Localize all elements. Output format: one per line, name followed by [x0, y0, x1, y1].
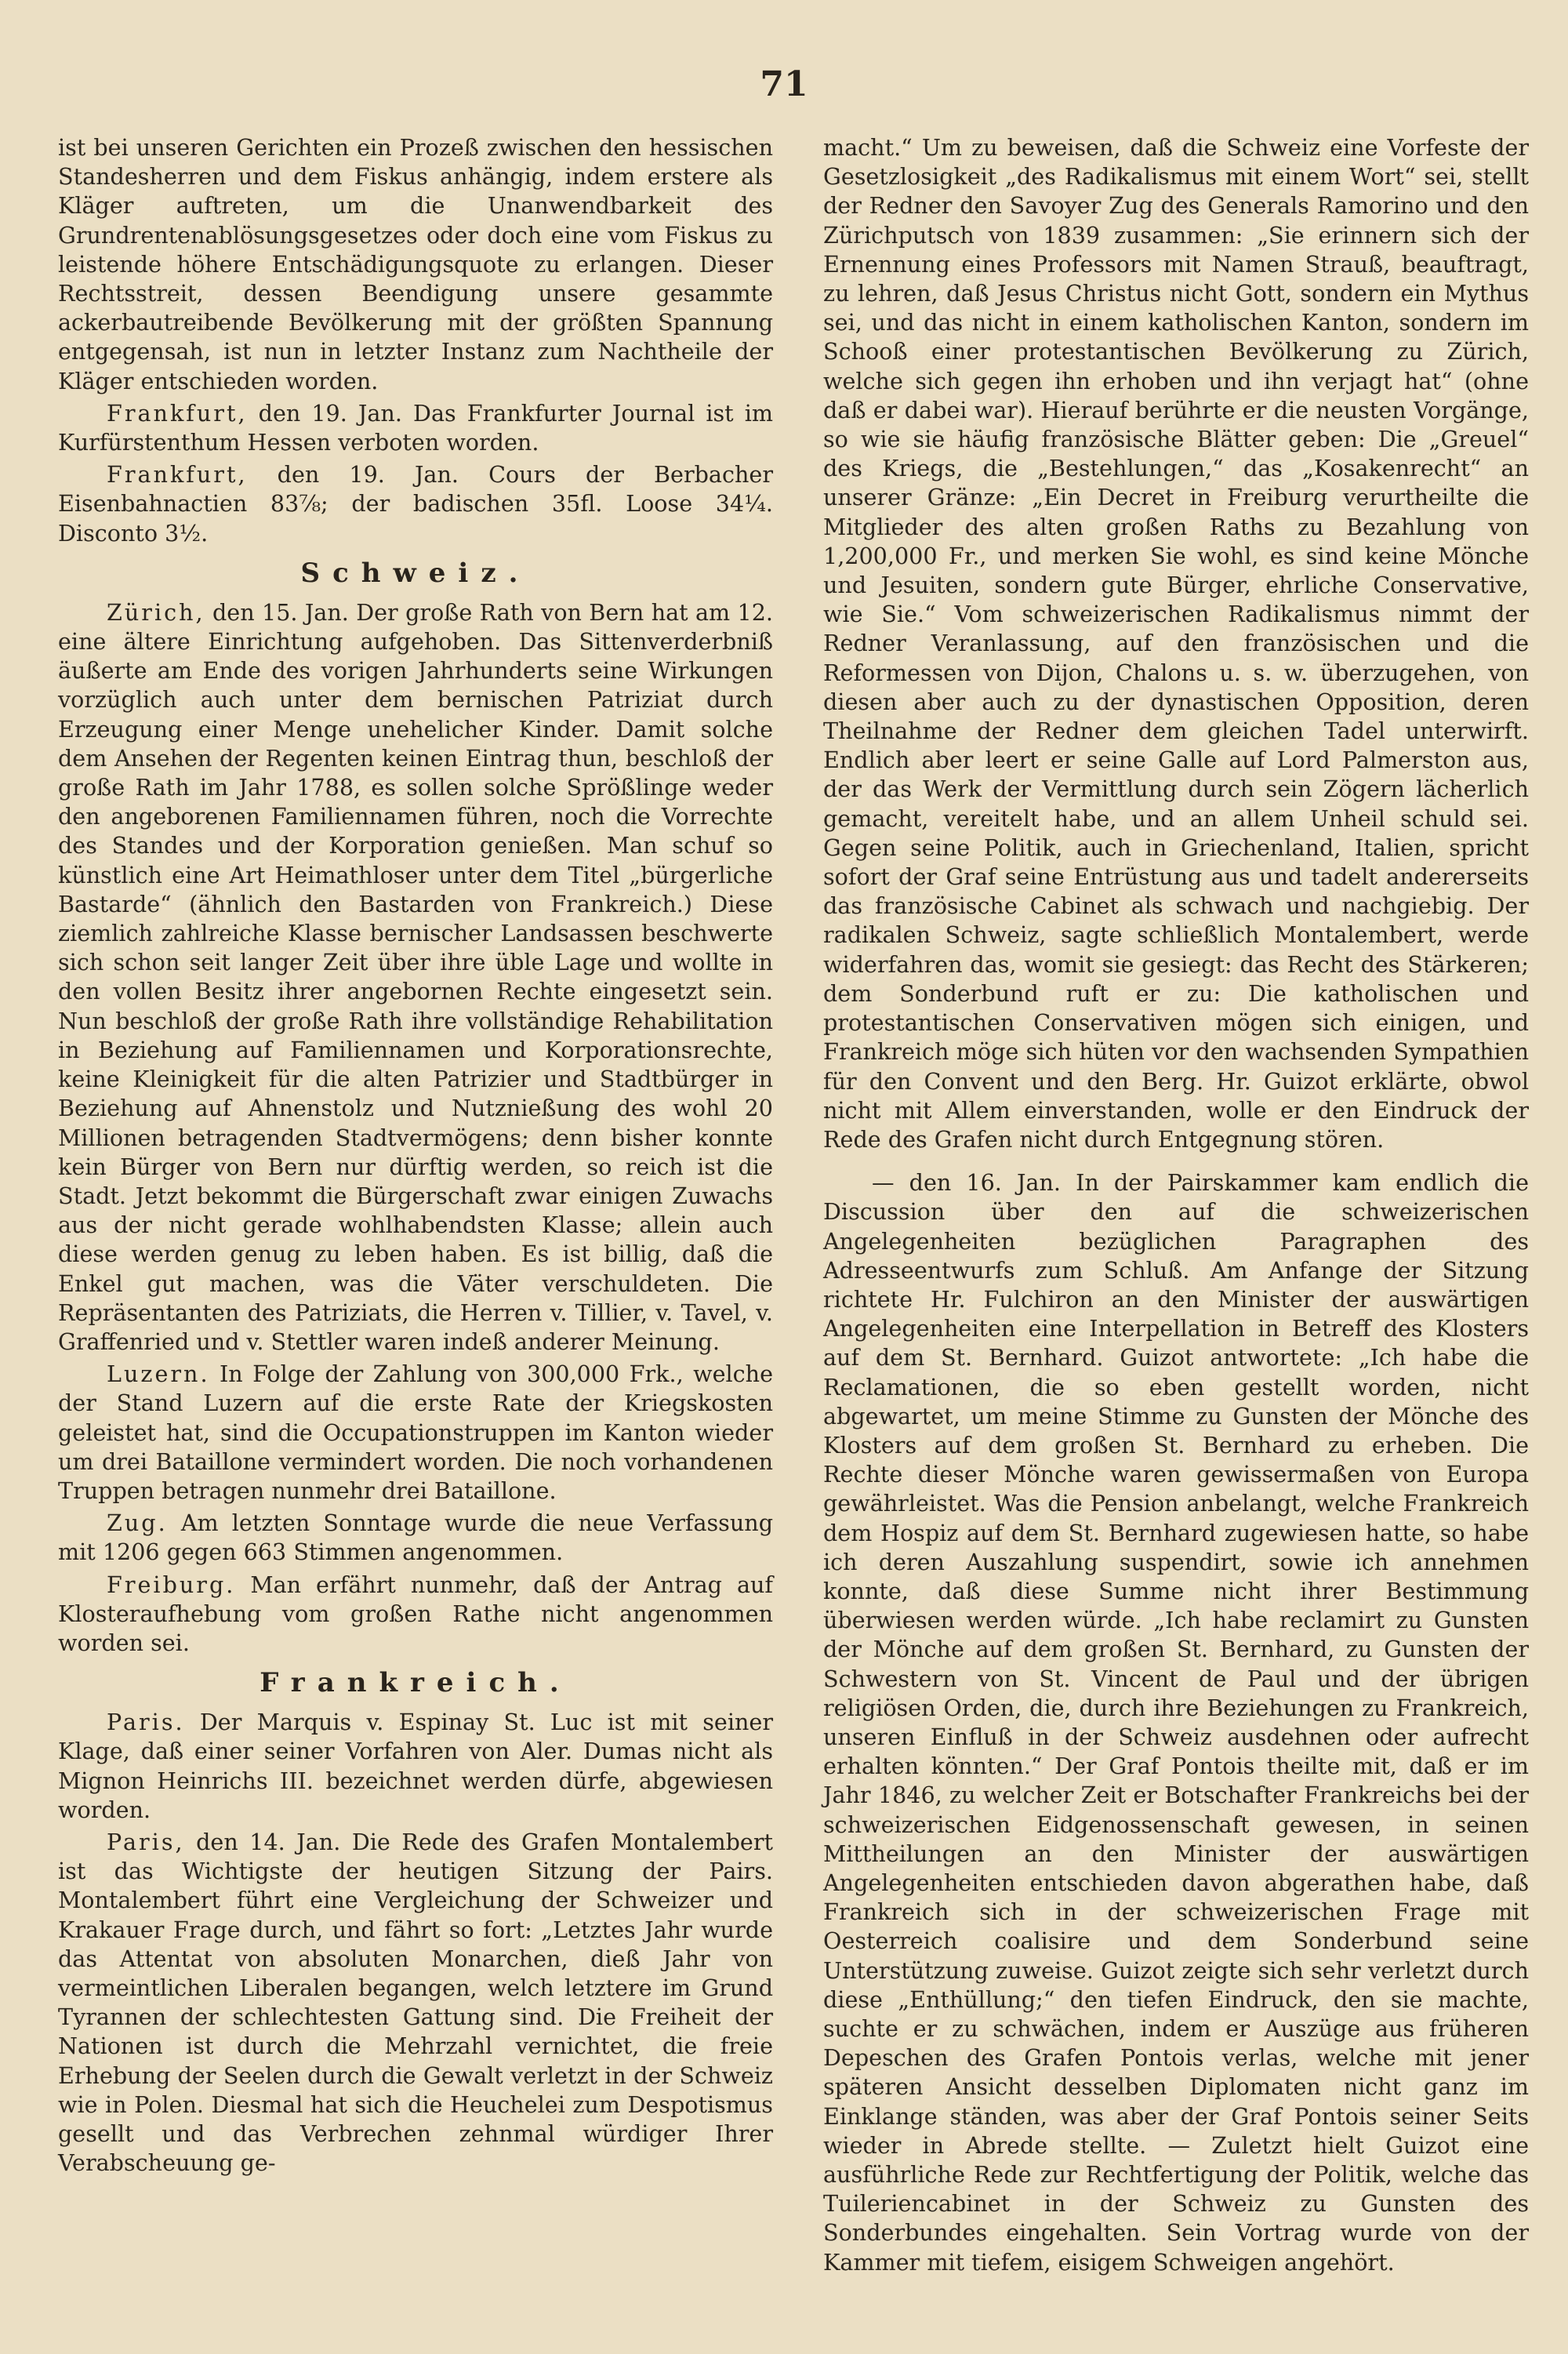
article-text: den 19. Jan. Cours der Berbacher Eisenbahnactien 83⅞; der badischen 35fl. Loose 34¼. Disconto 3½. [58, 461, 774, 547]
page-number: 71 [760, 64, 808, 104]
dateline: Zug. [107, 1509, 168, 1537]
dateline: Zürich, [107, 598, 205, 626]
section-heading-schweiz: Schweiz. [300, 557, 531, 589]
dateline: Paris, [107, 1828, 185, 1855]
left-column [58, 133, 773, 2181]
article-text: den 15. Jan. Der große Rath von Bern hat am 12. eine ältere Einrichtung aufgehoben. Das Sittenverderbniß äußerte am Ende des vorigen Jahrhunderts seine Wirkungen vorzüglich auch unter dem bernischen Patriziat durch Erzeugung einer Menge unehelicher Kinder. Damit solche dem Ansehen der Regenten keinen Eintrag thun, beschloß der große Rath im Jahr 1788, es sollen solche Sprößlinge weder den angeborenen Familiennamen führen, noch die Vorrechte des Standes und der Korporation genießen. Man schuf so künstlich eine Art Heimathloser unter dem Titel „bürgerliche Bastarde“ (ähnlich den Bastarden von Frankreich.) Diese ziemlich zahlreiche Klasse bernischer Landsassen beschwerte sich schon seit langer Zeit über ihre üble Lage und wollte in den vollen Besitz ihrer angebornen Rechte eingesetzt sein. Nun beschloß der große Rath ihre vollständige Rehabilitation in Beziehung auf Familiennamen und Korporationsrechte, keine Kleinigkeit für die alten Patrizier und Stadtbürger in Beziehung auf Ahnenstolz und Nutznießung des wohl 20 Millionen betragenden Stadtvermögens; denn bisher konnte kein Bürger von Bern nur dürftig werden, so reich ist die Stadt. Jetzt bekommt die Bürgerschaft zwar einigen Zuwachs aus der nicht gerade wohlhabendsten Klasse; allein auch diese werden genug zu leben haben. Es ist billig, daß die Enkel gut machen, was die Väter verschuldeten. Die Repräsentanten des Patriziats, die Herren v. Tillier, v. Tavel, v. Graffenried und v. Stettler waren indeß anderer Meinung. [58, 598, 774, 1355]
dateline: Frankfurt, [107, 399, 248, 427]
article-paris-16-jan: — den 16. Jan. In der Pairskammer kam endlich die Discussion über den auf die schweizerischen Angelegenheiten bezüglichen Paragraphen des Adresseentwurfs zum Schluß. Am Anfange der Sitzung richtete Hr. Fulchiron an den Minister der auswärtigen Angelegenheiten eine Interpellation in Betreff des Klosters auf dem St. Bernhard. Guizot antwortete: „Ich habe die Reclamationen, die so eben gestellt worden, nicht abgewartet, um meine Stimme zu Gunsten der Mönche des Klosters auf dem großen St. Bernhard zu erheben. Die Rechte dieser Mönche waren gewissermaßen von Europa gewährleistet. Was die Pension anbelangt, welche Frankreich dem Hospiz auf dem St. Bernhard zugewiesen hatte, so habe ich deren Auszahlung suspendirt, sowie ich annehmen konnte, daß diese Summe nicht ihrer Bestimmung überwiesen werden würde. „Ich habe reclamirt zu Gunsten der Mönche auf dem großen St. Bernhard, zu Gunsten der Schwestern von St. Vincent de Paul und der übrigen religiösen Orden, die, durch ihre Beziehungen zu Frankreich, unseren Einfluß in der Schweiz ausdehnen oder aufrecht erhalten könnten.“ Der Graf Pontois theilte mit, daß er im Jahr 1846, zu welcher Zeit er Botschafter Frankreichs bei der schweizerischen Eidgenossenschaft gewesen, in seinen Mittheilungen an den Minister der auswärtigen Angelegenheiten entschieden davon abgerathen habe, daß Frankreich sich in der schweizerischen Frage mit Oesterreich coalisire und dem Sonderbund seine Unterstützung zuweise. Guizot zeigte sich sehr verletzt durch diese „Enthüllung;“ den tiefen Eindruck, den sie machte, suchte er zu schwächen, indem er Auszüge aus früheren Depeschen des Grafen Pontois verlas, welche mit jener späteren Ansicht desselben Diplomaten nicht ganz im Einklange ständen, was aber der Graf Pontois seiner Seits wieder in Abrede stellte. — Zuletzt hielt Guizot eine ausführliche Rede zur Rechtfertigung der Politik, welche das Tuileriencabinet in der Schweiz zu Gunsten des Sonderbundes eingehalten. Sein Vortrag wurde von der Kammer mit tiefem, eisigem Schweigen angehört. [823, 1169, 1529, 2276]
article-text: Der Marquis v. Espinay St. Luc ist mit seiner Klage, daß einer seiner Vorfahren von Aler. Dumas nicht als Mignon Heinrichs III. bezeichnet werden dürfe, abgewiesen worden. [58, 1709, 773, 1823]
article-hessen-continued: ist bei unseren Gerichten ein Prozeß zwischen den hessischen Standesherren und dem Fiskus anhängig, indem erstere als Kläger auftreten, um die Unanwendbarkeit des Grundrentenablösungsgesetzes oder doch eine vom Fiskus zu leistende höhere Entschädigungsquote zu erlangen. Dieser Rechtsstreit, dessen Beendigung unsere gesammte ackerbautreibende Bevölkerung mit der größten Spannung entgegensah, ist nun in letzter Instanz zum Nachtheile der Kläger entschieden worden. [58, 134, 773, 394]
article-frankfurt-cours [58, 460, 773, 548]
section-heading-frankreich: Frankreich. [260, 1667, 572, 1699]
paragraph-gap [823, 1157, 1529, 1168]
article-montalembert-continued: macht.“ Um zu beweisen, daß die Schweiz eine Vorfeste der Gesetzlosigkeit „des Radikalismus mit einem Wort“ sei, stellt der Redner den Savoyer Zug des Generals Ramorino und den Zürichputsch von 1839 zusammen: „Sie erinnern sich der Ernennung eines Professors mit Namen Strauß, beauftragt, zu lehren, daß Jesus Christus nicht Gott, sondern ein Mythus sei, und das nicht in einem katholischen Kanton, sondern im Schooß einer protestantischen Bevölkerung zu Zürich, welche sich gegen ihn erhoben und ihn verjagt hat“ (ohne daß er dabei war). Hierauf berührte er die neusten Vorgänge, so wie sie häufig französische Blätter geben: Die „Greuel“ des Kriegs, die „Bestehlungen,“ das „Kosakenrecht“ an unserer Gränze: „Ein Decret in Freiburg verurtheilte die Mitglieder des alten großen Raths zu Bezahlung von 1,200,000 Fr., und merken Sie wohl, es sind keine Mönche und Jesuiten, sondern gute Bürger, ehrliche Conservative, wie Sie.“ Vom schweizerischen Radikalismus nimmt der Redner Veranlassung, auf den französischen und die Reformessen von Dijon, Chalons u. s. w. überzugehen, von diesen aber auch zu der dynastischen Opposition, deren Theilnahme der Redner dem gleichen Tadel unterwirft. Endlich aber leert er seine Galle auf Lord Palmerston aus, der das Werk der Vermittlung durch sein Zögern lächerlich gemacht, vereitelt habe, und an allem Unheil schuld sei. Gegen seine Politik, auch in Griechenland, Italien, spricht sofort der Graf seine Entrüstung aus und tadelt andererseits das französische Cabinet als schwach und nachgiebig. Der radikalen Schweiz, sagte schließlich Montalembert, werde widerfahren das, womit sie gesiegt: das Recht des Stärkeren; dem Sonderbund ruft er zu: Die katholischen und protestantischen Conservativen mögen sich einigen, und Frankreich möge sich hüten vor den wachsenden Sympathien für den Convent und den Berg. Hr. Guizot erklärte, obwol nicht mit Allem einverstanden, wolle er den Eindruck der Rede des Grafen nicht durch Entgegnung stören. [823, 134, 1529, 1153]
article-freiburg [58, 1571, 773, 1658]
dateline: Paris. [107, 1709, 185, 1736]
article-text: Man erfährt nunmehr, daß der Antrag auf Klosteraufhebung vom großen Rathe nicht angenommen worden sei. [58, 1571, 773, 1656]
article-text: In Folge der Zahlung von 300,000 Frk., welche der Stand Luzern auf die erste Rate der Kriegskosten geleistet hat, sind die Occupationstruppen im Kanton wieder um drei Bataillone vermindert worden. Die noch vorhandenen Truppen betragen nunmehr drei Bataillone. [58, 1360, 774, 1504]
dateline: Luzern. [107, 1360, 210, 1388]
article-paris-montalembert [58, 1828, 773, 2178]
article-zuerich [58, 598, 773, 1357]
article-text: Am letzten Sonntage wurde die neue Verfassung mit 1206 gegen 663 Stimmen angenommen. [58, 1509, 773, 1566]
article-zug [58, 1509, 773, 1567]
article-text: den 19. Jan. Das Frankfurter Journal ist im Kurfürstenthum Hessen verboten worden. [58, 399, 773, 456]
dateline: Freiburg. [107, 1571, 236, 1598]
dateline: Frankfurt, [107, 461, 248, 489]
article-text: den 14. Jan. Die Rede des Grafen Montalembert ist das Wichtigste der heutigen Sitzung der Pairs. Montalembert führt eine Vergleichung der Schweizer und Krakauer Frage durch, und fährt so fort: „Letztes Jahr wurde das Attentat von absoluten Monarchen, dieß Jahr von vermeintlichen Liberalen begangen, welch letztere im Grund Tyrannen der schlechtesten Gattung sind. Die Freiheit der Nationen ist durch die Mehrzahl vernichtet, die freie Erhebung der Seelen durch die Gewalt verletzt in der Schweiz wie in Polen. Diesmal hat sich die Heuchelei zum Despotismus gesellt und das Verbrechen zehnmal würdiger Ihrer Verabscheuung ge- [58, 1828, 773, 2177]
right-column [823, 133, 1529, 2280]
article-frankfurt-journal [58, 399, 773, 457]
article-paris-espinay [58, 1708, 773, 1825]
article-luzern [58, 1360, 773, 1506]
